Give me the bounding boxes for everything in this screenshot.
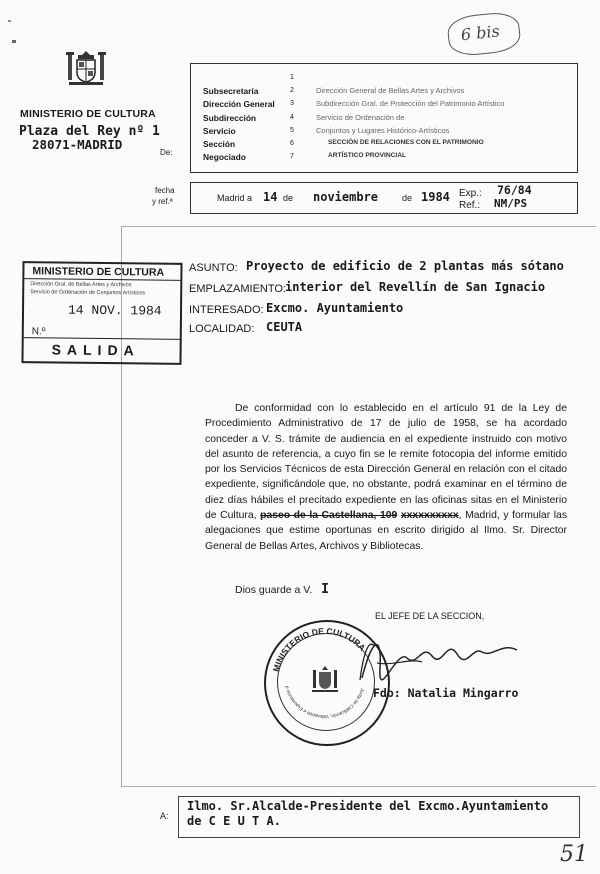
handwritten-signature [352, 628, 532, 688]
stamp-no-label: N.º [31, 326, 46, 338]
ref-label-2: Ref.: [459, 200, 481, 211]
address-line-1: Plaza del Rey nº 1 [19, 124, 160, 139]
recipient-line-2: de C E U T A. [187, 814, 281, 828]
coat-of-arms-icon [64, 48, 108, 90]
interesado-label: INTERESADO: [189, 304, 264, 316]
stamp-title: MINISTERIO DE CULTURA [32, 265, 165, 279]
stamp-divider-2 [24, 337, 180, 340]
routing-label: Subdirección [203, 112, 257, 123]
localidad-label: LOCALIDAD: [189, 323, 255, 335]
stamp-salida: SALIDA [51, 341, 140, 359]
address-line-2: 28071-MADRID [32, 137, 123, 152]
struck-address-2: xxxxxxxxxx [400, 510, 459, 522]
date-day: 14 [263, 190, 278, 204]
date-de-1: de [283, 193, 294, 203]
fecha-label: fecha [155, 186, 175, 195]
registry-stamp [21, 261, 182, 365]
stamp-date: 14 NOV. 1984 [67, 302, 162, 319]
recipient-a-label: A: [160, 811, 169, 821]
struck-address: paseo de la Castellana, 109 [260, 510, 398, 522]
date-year: 1984 [421, 190, 450, 204]
routing-label: Subsecretaría [203, 86, 259, 97]
page-number: 51 [560, 842, 588, 867]
ministry-name: MINISTERIO DE CULTURA [20, 108, 156, 120]
body-paragraph [205, 401, 567, 554]
routing-value: Subdirección Gral. de Protección del Patrimonio Artístico [316, 99, 505, 109]
punch-mark [12, 40, 16, 43]
exp-value: 76/84 [497, 183, 532, 197]
routing-value: Servicio de Ordenación de [316, 112, 405, 122]
routing-number: 3 [290, 100, 294, 108]
body-part-2: , Madrid, y formular las alegaciones que estime oportunas en escrito dirigido al Ilmo. Sr. Director General de Bellas Artes, Archivos y Bibliotecas. [205, 510, 568, 552]
routing-number: 2 [290, 87, 294, 95]
routing-value: Conjuntos y Lugares Histórico-Artísticos [316, 125, 450, 135]
body-part-1: De conformidad con lo establecido en el artículo 91 de la Ley de Procedimiento Administrativo de 17 de julio de 1958, se ha acordado conceder a V. S. trámite de audiencia en el expediente instruido con motivo del asunto de referencia, a cuyo fin se le remite fotocopia del informe emitido por los Servicios Técnicos de esta Dirección General en relación con el citado expediente, significándole que, no obstante, podrá examinar en el término de diez días hábiles el precitado expediente en las oficinas sitas en el Ministerio de Cultura, [205, 403, 567, 522]
stamp-line-2: Servicio de Ordenación de Conjuntos Artísticos [30, 289, 146, 297]
exp-label: Exp.: [459, 188, 482, 199]
routing-value: SECCIÓN DE RELACIONES CON EL PATRIMONIO [328, 139, 484, 146]
emplazamiento-label: EMPLAZAMIENTO: [189, 283, 286, 295]
routing-label: Dirección General [203, 99, 275, 110]
frame-top-line [121, 226, 596, 227]
ref-value: NM/PS [494, 197, 528, 210]
closing: Dios guarde a V. I [235, 582, 329, 597]
asunto-label: ASUNTO: [189, 262, 238, 274]
routing-value: Dirección General de Bellas Artes y Archivos [316, 86, 465, 96]
emplazamiento-value: interior del Revellín de San Ignacio [285, 280, 546, 294]
date-de-2: de [402, 193, 413, 203]
ref-label: y ref.ª [152, 197, 173, 206]
routing-label: Negociado [203, 152, 246, 163]
routing-label: Servicio [203, 125, 236, 136]
stamp-divider [24, 278, 180, 281]
closing-mark: I [321, 582, 329, 597]
asunto-value: Proyecto de edificio de 2 plantas más sótano [246, 259, 564, 273]
routing-value: ARTÍSTICO PROVINCIAL [328, 152, 407, 160]
seal-outer-text: MINISTERIO DE CULTURA [270, 625, 368, 673]
routing-number: 7 [290, 153, 294, 161]
stamp-line-1: Dirección Gral. de Bellas Artes y Archivos [30, 281, 132, 289]
signature-title: EL JEFE DE LA SECCION, [375, 611, 485, 621]
routing-number: 6 [290, 140, 294, 147]
frame-bottom-line [121, 786, 596, 787]
routing-number: 5 [290, 126, 294, 134]
routing-number: 1 [290, 74, 294, 81]
date-month: noviembre [313, 190, 379, 204]
de-label: De: [160, 148, 173, 157]
signed-by: Fdo: Natalia Mingarro [373, 686, 519, 700]
handwritten-reference: 6 bis [446, 10, 522, 57]
routing-number: 4 [290, 113, 294, 121]
recipient-line-1: Ilmo. Sr.Alcalde-Presidente del Excmo.Ayuntamiento [187, 799, 549, 813]
punch-mark [8, 20, 11, 22]
localidad-value: CEUTA [266, 320, 303, 334]
date-city: Madrid a [217, 193, 253, 203]
seal-inner-text: Junta de Calificación, Valoración e Exportación d [284, 685, 366, 720]
interesado-value: Excmo. Ayuntamiento [266, 301, 404, 315]
routing-label: Sección [203, 139, 236, 149]
